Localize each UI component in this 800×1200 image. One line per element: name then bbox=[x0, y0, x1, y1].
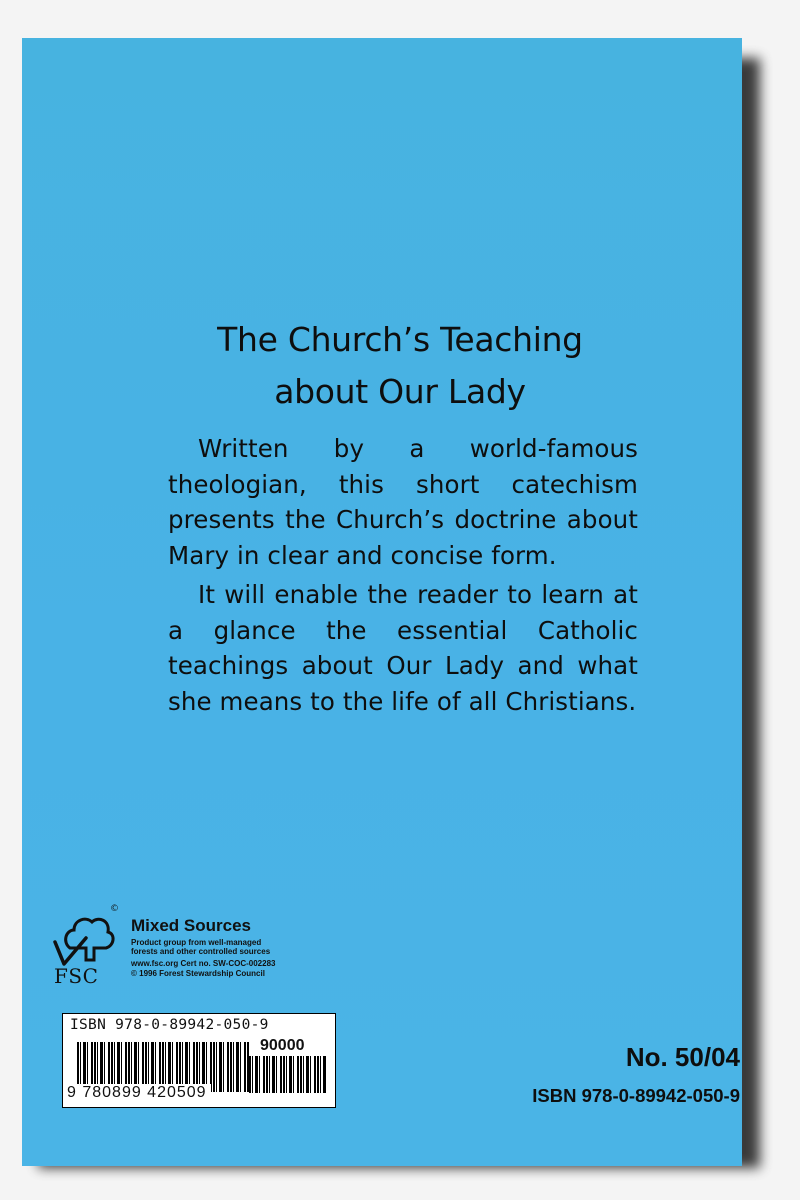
cover-title bbox=[22, 314, 778, 418]
title-line-1: The Church’s Teaching bbox=[217, 320, 583, 359]
fsc-label: FSC bbox=[54, 964, 99, 988]
barcode-digits: 9 780899 420509 bbox=[67, 1084, 211, 1102]
barcode-price-code: 90000 bbox=[260, 1037, 305, 1054]
fsc-line-1: Product group from well-managed bbox=[131, 938, 262, 947]
series-number: No. 50/04 bbox=[625, 1042, 740, 1072]
fsc-line-2: forests and other controlled sources bbox=[131, 947, 271, 956]
barcode-isbn-header: ISBN 978-0-89942-050-9 bbox=[70, 1017, 269, 1033]
isbn-text: ISBN 978-0-89942-050-9 bbox=[532, 1085, 740, 1106]
barcode-addon-bars-icon bbox=[249, 1056, 326, 1093]
fsc-copyright-mark: © bbox=[110, 904, 119, 914]
fsc-mark bbox=[52, 904, 352, 998]
barcode-label bbox=[62, 1013, 336, 1108]
description-paragraph-1: Written by a world-famous theologian, this short catechism presents the Church’s doctrine about Mary in clear and concise form. bbox=[168, 434, 638, 570]
fsc-line-4: © 1996 Forest Stewardship Council bbox=[131, 969, 265, 978]
title-line-2: about Our Lady bbox=[274, 372, 526, 411]
fsc-line-3: www.fsc.org Cert no. SW-COC-002283 bbox=[131, 959, 276, 968]
description-paragraph-2: It will enable the reader to learn at a glance the essential Catholic teachings about Our Lady and what she means to the life of all Christians. bbox=[168, 580, 638, 716]
fsc-title: Mixed Sources bbox=[131, 916, 251, 935]
